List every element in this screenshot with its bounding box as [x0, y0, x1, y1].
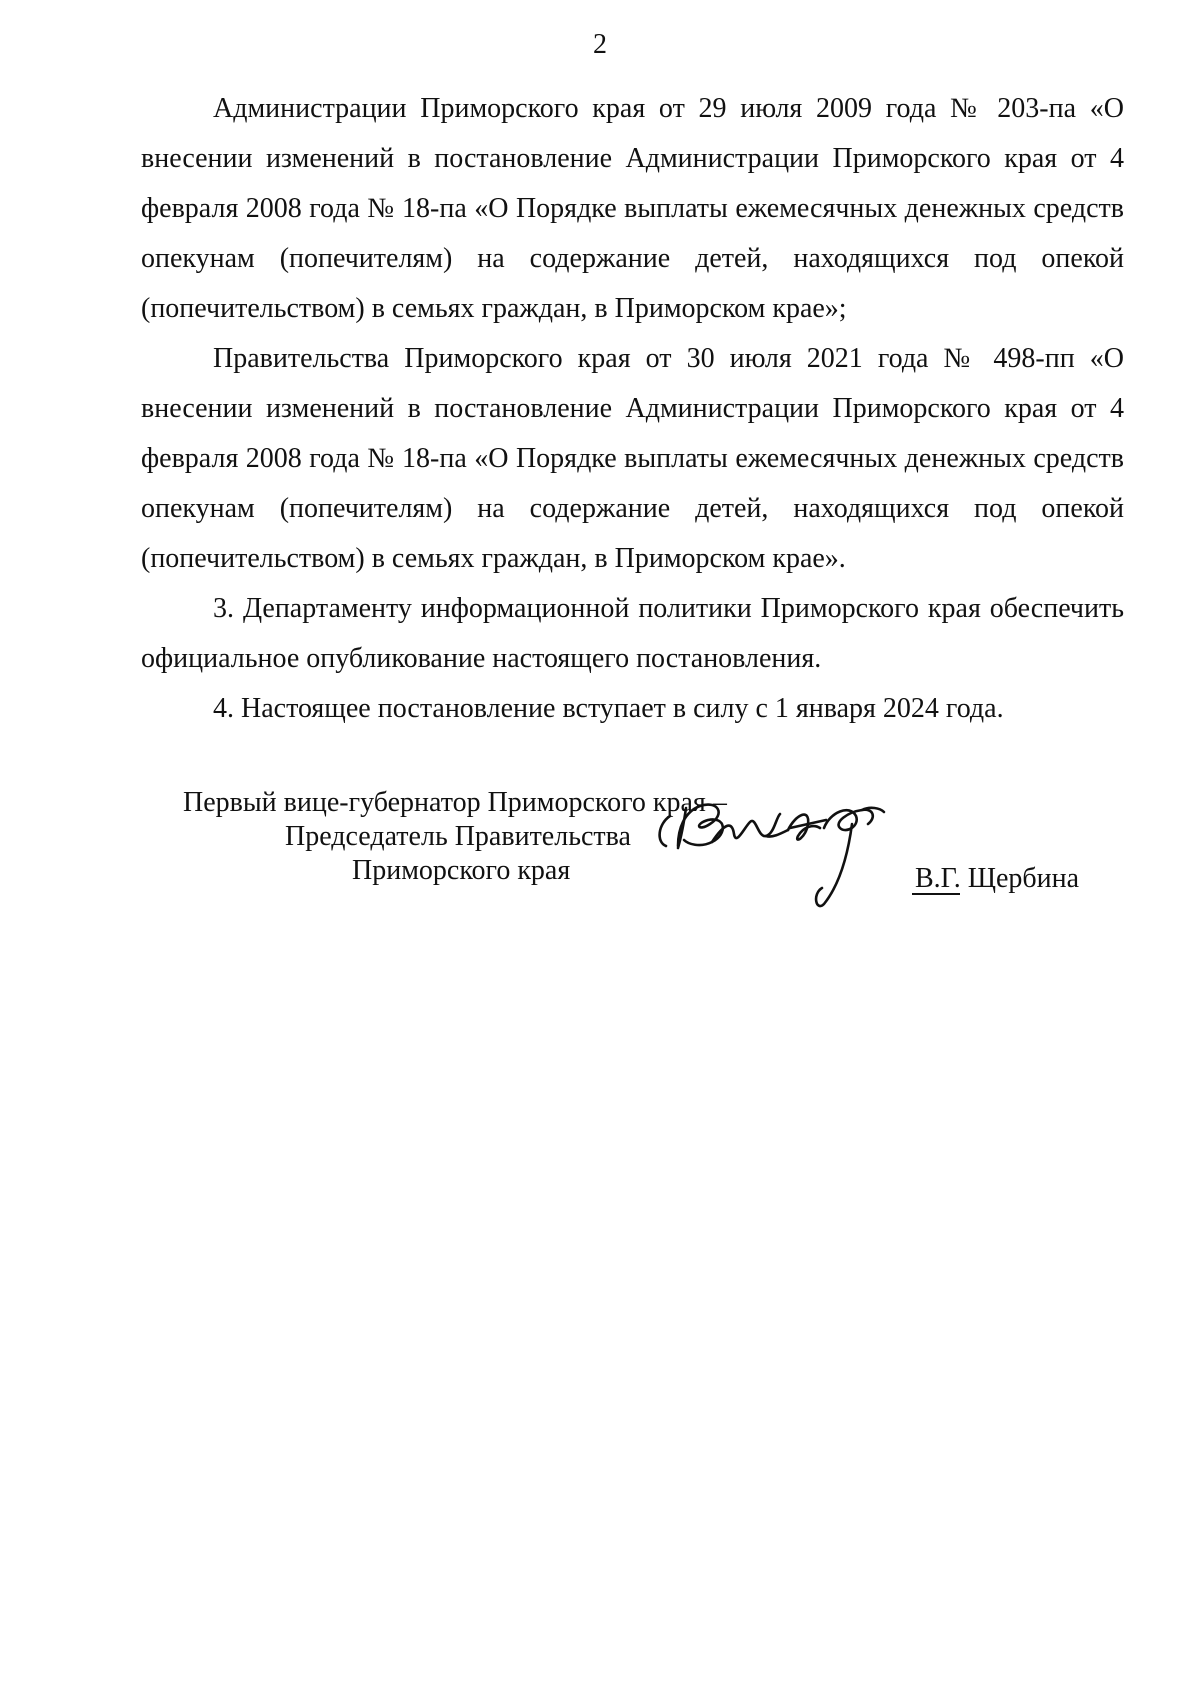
paragraph-government-reference: Правительства Приморского края от 30 июля 2021 года № 498-пп «О внесении изменений в постановление Администрации Приморского края от 4 февраля 2008 года № 18-па «О Порядке выплаты ежемесячных денежных средств опекунам (попечителям) на содержание детей, находящихся под опекой (попечительством) в семьях граждан, в Приморском крае». — [141, 343, 1124, 574]
paragraph-effective-date: 4. Настоящее постановление вступает в силу с 1 января 2024 года. — [213, 693, 1004, 724]
signer-title-line-1: Первый вице-губернатор Приморского края – — [183, 787, 727, 818]
signature-block — [0, 786, 1200, 946]
document-body — [141, 84, 1124, 734]
page-number: 2 — [593, 29, 607, 60]
signer-title-line-3: Приморского края — [352, 855, 571, 886]
handwritten-signature — [648, 794, 918, 924]
signer-title-line-2: Председатель Правительства — [285, 821, 631, 852]
signer-name: В.Г. Щербина — [915, 863, 1080, 894]
paragraph-administration-reference: Администрации Приморского края от 29 июля 2009 года № 203-па «О внесении изменений в постановление Администрации Приморского края от 4 февраля 2008 года № 18-па «О Порядке выплаты ежемесячных денежных средств опекунам (попечителям) на содержание детей, находящихся под опекой (попечительством) в семьях граждан, в Приморском крае»; — [141, 93, 1124, 324]
paragraph-publication-order: 3. Департаменту информационной политики Приморского края обеспечить официальное опубликование настоящего постановления. — [141, 593, 1124, 674]
